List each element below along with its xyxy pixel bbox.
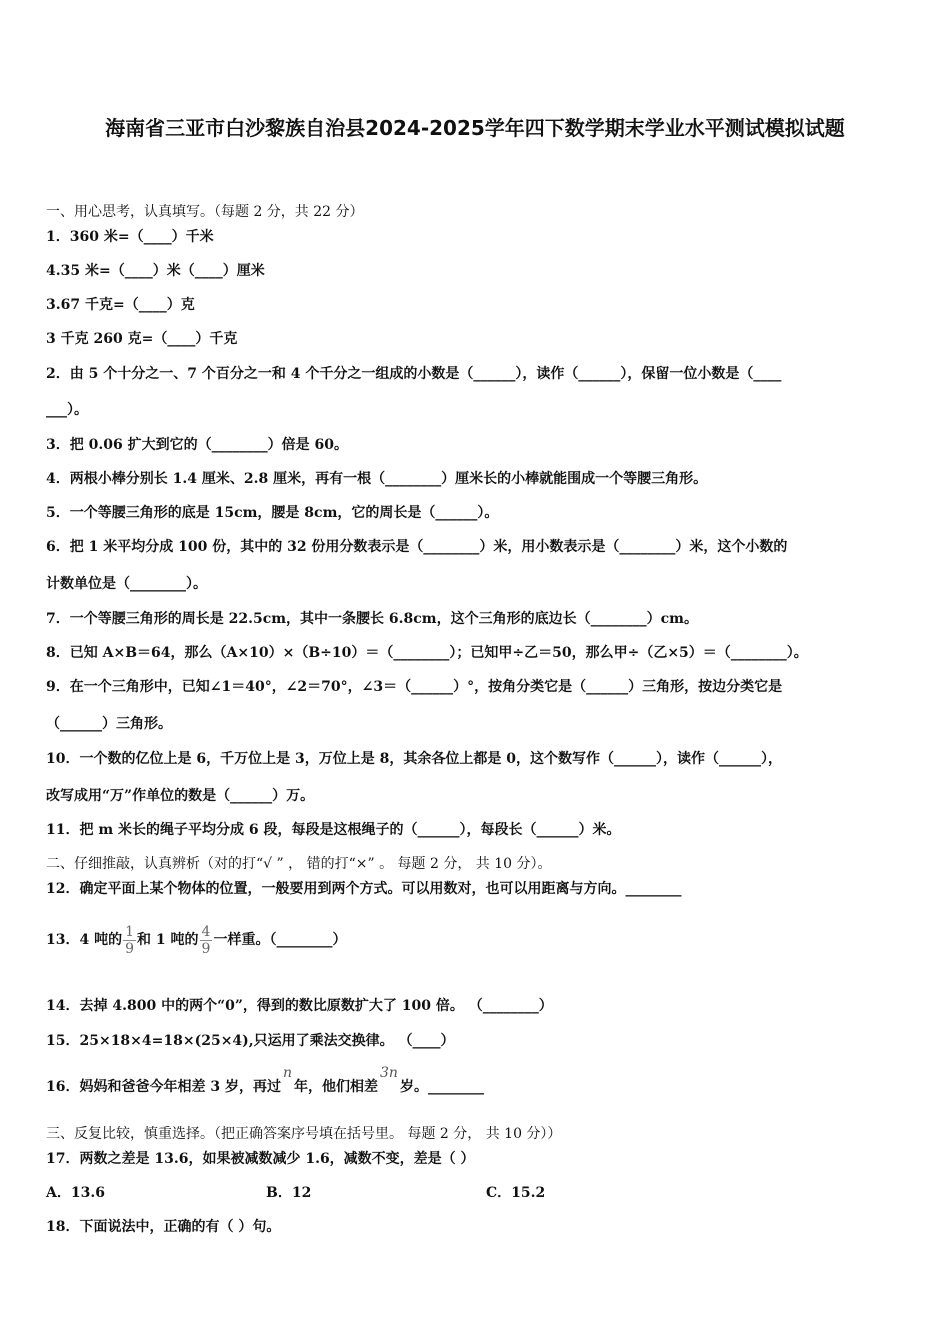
question-17: 17．两数之差是 13.6，如果被减数减少 1.6，减数不变，差是（ ） (46, 1151, 475, 1167)
question-9a: 9．在一个三角形中，已知∠1＝40°，∠2＝70°，∠3＝（______）°，按角分类它是（______）三角形，按边分类它是 (46, 679, 783, 695)
question-13-suffix: 一样重。（________） (213, 932, 347, 948)
question-9b: （______）三角形。 (46, 716, 172, 732)
option-a[interactable]: A．13.6 (46, 1185, 105, 1201)
fraction-one-ninth (123, 924, 136, 957)
section-2-heading: 二、仔细推敲，认真辨析（对的打“√ ” ， 错的打“×” 。 每题 2 分， 共 10 分）。 (46, 856, 552, 872)
question-7: 7．一个等腰三角形的周长是 22.5cm，其中一条腰长 6.8cm，这个三角形的底边长（________）cm。 (46, 611, 698, 627)
question-6b: 计数单位是（________）。 (46, 576, 207, 592)
fraction-four-ninths (200, 924, 213, 957)
fraction-denominator: 9 (201, 940, 211, 957)
page-title: 海南省三亚市白沙黎族自治县2024-2025学年四下数学期末学业水平测试模拟试题 (105, 116, 845, 140)
question-18: 18．下面说法中，正确的有（ ）句。 (46, 1219, 281, 1235)
section-1-heading: 一、用心思考，认真填写。（每题 2 分，共 22 分） (46, 204, 364, 220)
question-3: 3．把 0.06 扩大到它的（________）倍是 60。 (46, 437, 348, 453)
question-10b: 改写成用“万”作单位的数是（______）万。 (46, 788, 315, 804)
question-6a: 6．把 1 米平均分成 100 份，其中的 32 份用分数表示是（________）米，用小数表示是（________）米，这个小数的 (46, 539, 788, 555)
question-2b: ___）。 (46, 402, 88, 418)
variable-n: n (282, 1065, 293, 1081)
question-13 (46, 920, 346, 960)
question-13-prefix: 13．4 吨的 (46, 932, 123, 948)
question-8: 8．已知 A×B＝64，那么（A×10）×（B÷10）＝（________）；已知甲÷乙＝50，那么甲÷（乙×5）＝（________）。 (46, 645, 808, 661)
fraction-numerator: 1 (125, 923, 135, 940)
question-11: 11．把 m 米长的绳子平均分成 6 段，每段是这根绳子的（______），每段长（______）米。 (46, 822, 621, 838)
question-13-middle: 和 1 吨的 (137, 932, 199, 948)
question-12: 12．确定平面上某个物体的位置，一般要用到两个方式。可以用数对，也可以用距离与方向。________ (46, 881, 682, 897)
question-1b: 4.35 米=（____）米（____）厘米 (46, 263, 265, 279)
question-1d: 3 千克 260 克=（____）千克 (46, 331, 238, 347)
fraction-denominator: 9 (125, 940, 135, 957)
question-1a: 1．360 米=（____）千米 (46, 229, 214, 245)
question-16-suffix: 岁。________ (399, 1079, 484, 1095)
question-16 (46, 1065, 484, 1097)
fraction-numerator: 4 (201, 923, 211, 940)
question-17-options (46, 1183, 545, 1203)
variable-3n: 3n (380, 1065, 398, 1081)
question-10a: 10．一个数的亿位上是 6，千万位上是 3，万位上是 8，其余各位上都是 0，这个数写作（______），读作（______）， (46, 751, 782, 767)
question-4: 4．两根小棒分别长 1.4 厘米、2.8 厘米，再有一根（________）厘米长的小棒就能围成一个等腰三角形。 (46, 471, 708, 487)
option-b[interactable]: B．12 (266, 1185, 312, 1201)
option-c[interactable]: C．15.2 (486, 1185, 546, 1201)
question-14: 14．去掉 4.800 中的两个“0”，得到的数比原数扩大了 100 倍。 （________） (46, 998, 553, 1014)
question-16-prefix: 16．妈妈和爸爸今年相差 3 岁，再过 (46, 1079, 281, 1095)
section-3-heading: 三、反复比较，慎重选择。（把正确答案序号填在括号里。 每题 2 分， 共 10 分）） (46, 1126, 562, 1142)
question-5: 5．一个等腰三角形的底是 15cm，腰是 8cm，它的周长是（______）。 (46, 505, 499, 521)
question-15: 15．25×18×4=18×(25×4),只运用了乘法交换律。 （____） (46, 1033, 455, 1049)
question-1c: 3.67 千克=（____）克 (46, 297, 195, 313)
question-2a: 2．由 5 个十分之一、7 个百分之一和 4 个千分之一组成的小数是（______），读作（______），保留一位小数是（____ (46, 366, 782, 382)
question-16-middle: 年，他们相差 (294, 1079, 379, 1095)
